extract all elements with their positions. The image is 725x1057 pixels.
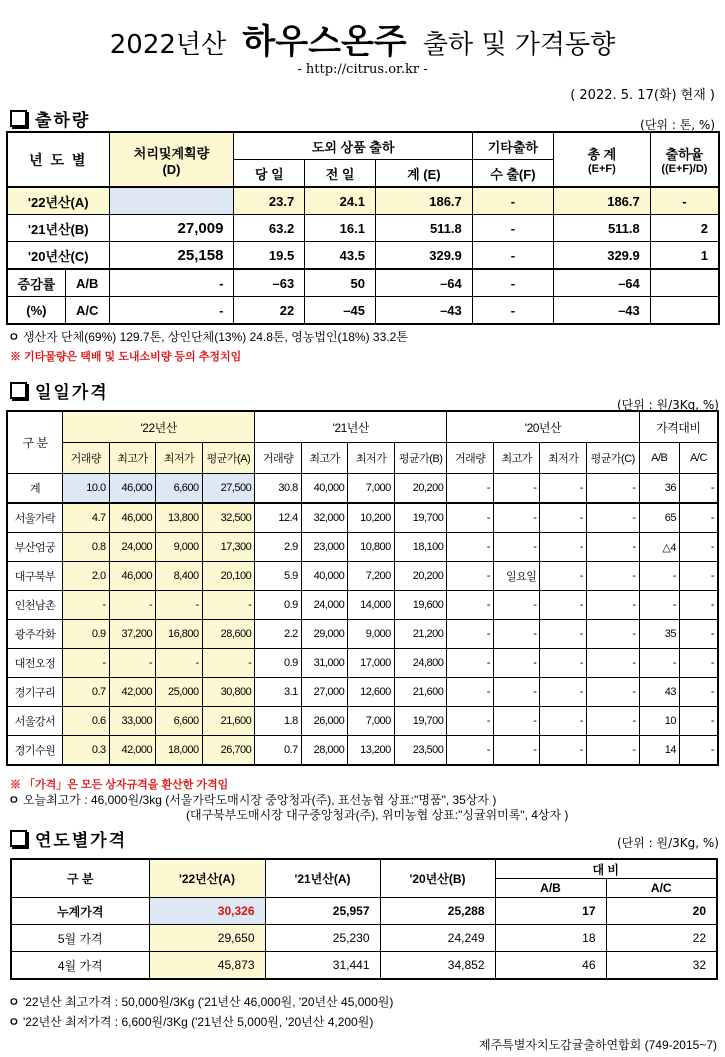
row-label: A/B: [65, 269, 109, 297]
price-cell: 14: [639, 736, 679, 766]
table-row: [7, 591, 718, 620]
price-cell: 40,000: [301, 474, 348, 504]
market-name: 광주각화: [7, 620, 63, 649]
cell-export: -: [472, 187, 553, 215]
cell-total: –43: [375, 297, 472, 325]
price-cell: 22: [606, 925, 717, 952]
cell-total: –64: [375, 269, 472, 297]
market-name: 대구북부: [7, 562, 63, 591]
header-y20: '20년산: [447, 411, 639, 443]
table-row: [7, 736, 718, 766]
title-main: 하우스온주: [242, 22, 407, 62]
table-row: [7, 620, 718, 649]
price-cell: 10: [639, 707, 679, 736]
pct-label: (%): [7, 297, 65, 325]
price-cell: 3.1: [255, 678, 302, 707]
header-category: 구 분: [7, 411, 63, 474]
price-cell: 2.0: [63, 562, 110, 591]
price-cell: -: [447, 707, 494, 736]
price-cell: -: [586, 533, 639, 562]
price-cell: 20,200: [394, 562, 447, 591]
section-label: 일일가격: [35, 383, 109, 403]
cell-rate: -: [650, 187, 719, 215]
header-ab: A/B: [495, 879, 606, 898]
header-avg: 평균가(A): [202, 443, 255, 474]
price-cell: 31,441: [265, 952, 380, 980]
price-cell: 40,000: [301, 562, 348, 591]
price-cell: -: [493, 678, 540, 707]
price-cell: -: [639, 649, 679, 678]
price-cell: -: [493, 503, 540, 533]
price-cell: 24,000: [301, 591, 348, 620]
header-rate: 출하율 ((E+F)/D): [650, 132, 719, 187]
price-cell: 12,600: [348, 678, 395, 707]
table-row: [7, 187, 719, 215]
cell-today: –63: [234, 269, 305, 297]
cell-grand: –43: [553, 297, 650, 325]
cell-rate: 2: [650, 215, 719, 242]
price-cell: -: [447, 591, 494, 620]
header-max: 최고가: [301, 443, 348, 474]
price-cell: -: [586, 707, 639, 736]
cell-total: 511.8: [375, 215, 472, 242]
price-cell: 19,700: [394, 707, 447, 736]
price-cell: -: [639, 562, 679, 591]
price-cell: 0.9: [255, 591, 302, 620]
price-cell: 6,600: [156, 707, 203, 736]
price-cell: 24,800: [394, 649, 447, 678]
price-cell: -: [586, 474, 639, 504]
price-cell: 17,300: [202, 533, 255, 562]
price-cell: -: [447, 533, 494, 562]
price-cell: 10,800: [348, 533, 395, 562]
cell-grand: –64: [553, 269, 650, 297]
price-cell: 28,000: [301, 736, 348, 766]
circle-bullet-icon: ㅇ: [8, 330, 23, 344]
price-cell: 30.8: [255, 474, 302, 504]
price-cell: 19,600: [394, 591, 447, 620]
table-row: [7, 533, 718, 562]
yearly-note-max: ㅇ '22년산 최고가격 : 50,000원/3Kg ('21년산 46,000원, '20년산 45,000원): [8, 995, 394, 1009]
table-row: [7, 242, 719, 270]
price-cell: -: [540, 562, 587, 591]
header-y22: '22년산: [63, 411, 255, 443]
price-cell: -: [679, 736, 718, 766]
market-name: 경기수원: [7, 736, 63, 766]
price-cell: 0.7: [63, 678, 110, 707]
price-cell: -: [447, 503, 494, 533]
price-cell: 19,700: [394, 503, 447, 533]
price-cell: -: [540, 707, 587, 736]
header-avg: 평균가(B): [394, 443, 447, 474]
price-cell: -: [679, 649, 718, 678]
footer-org: 제주특별자치도감귤출하연합회 (749-2015~7): [478, 1038, 717, 1052]
cell-today: 63.2: [234, 215, 305, 242]
price-cell: 0.6: [63, 707, 110, 736]
price-cell: 0.3: [63, 736, 110, 766]
price-cell: -: [63, 649, 110, 678]
section-yearly-title: [10, 826, 127, 851]
header-volume: 거래량: [63, 443, 110, 474]
price-cell: 10,200: [348, 503, 395, 533]
price-cell: 14,000: [348, 591, 395, 620]
price-cell: 31,000: [301, 649, 348, 678]
row-label: A/C: [65, 297, 109, 325]
cell-plan: 27,009: [109, 215, 234, 242]
header-compare: 가격대비: [639, 411, 718, 443]
cell-export: -: [472, 269, 553, 297]
price-cell: -: [540, 620, 587, 649]
price-cell: 1.8: [255, 707, 302, 736]
price-cell: 27,500: [202, 474, 255, 504]
price-cell: -: [447, 474, 494, 504]
price-cell: -: [679, 562, 718, 591]
price-cell: 21,200: [394, 620, 447, 649]
cell-today: 19.5: [234, 242, 305, 270]
price-cell: 46: [495, 952, 606, 980]
header-export: 수 출(F): [472, 160, 553, 188]
row-label: '20년산(C): [7, 242, 109, 270]
header-grand: 총 계 (E+F): [553, 132, 650, 187]
header-ac: A/C: [679, 443, 718, 474]
price-cell: -: [679, 503, 718, 533]
cell-plan: -: [109, 269, 234, 297]
price-cell: -: [586, 678, 639, 707]
price-cell: -: [679, 678, 718, 707]
title-suffix: 출하 및 가격동향: [422, 30, 616, 60]
price-cell: -: [679, 474, 718, 504]
table-row: [7, 269, 719, 297]
price-cell: 34,852: [380, 952, 495, 980]
price-cell: -: [493, 649, 540, 678]
price-cell: 0.9: [63, 620, 110, 649]
price-cell: 0.9: [255, 649, 302, 678]
price-cell: -: [679, 620, 718, 649]
price-cell: -: [540, 678, 587, 707]
price-cell: -: [447, 649, 494, 678]
table-row: [7, 215, 719, 242]
title-prefix: 2022년산: [109, 30, 227, 60]
price-cell: -: [540, 503, 587, 533]
price-cell: -: [679, 591, 718, 620]
price-cell: -: [679, 707, 718, 736]
price-cell: 25,000: [156, 678, 203, 707]
section-daily-title: [10, 378, 109, 403]
table-row: [7, 649, 718, 678]
checkbox-square-icon: [10, 382, 27, 399]
cell-prev: 16.1: [305, 215, 376, 242]
price-cell: 5.9: [255, 562, 302, 591]
circle-bullet-icon: ㅇ: [8, 793, 23, 807]
header-prev: 전 일: [305, 160, 376, 188]
price-cell: 24,000: [109, 533, 156, 562]
report-date: ( 2022. 5. 17(화) 현재 ): [570, 88, 715, 103]
price-cell: -: [63, 591, 110, 620]
row-label: 5월 가격: [11, 925, 149, 952]
price-cell: 9,000: [348, 620, 395, 649]
cell-plan: 25,158: [109, 242, 234, 270]
price-cell: 43: [639, 678, 679, 707]
daily-price-table: [6, 410, 719, 766]
header-domestic: 도외 상품 출하: [234, 132, 472, 160]
cell-rate: [650, 297, 719, 325]
shipment-unit: (단위 : 톤, %): [640, 118, 715, 132]
price-cell: -: [586, 503, 639, 533]
table-row: [7, 297, 719, 325]
price-cell: -: [540, 649, 587, 678]
price-cell: 20: [606, 898, 717, 925]
checkbox-square-icon: [10, 110, 27, 127]
shipment-table: [6, 131, 720, 325]
section-label: 출하량: [35, 111, 91, 131]
price-cell: -: [447, 620, 494, 649]
price-cell: 20,200: [394, 474, 447, 504]
price-cell: 16,800: [156, 620, 203, 649]
price-cell: 8,400: [156, 562, 203, 591]
price-cell: 29,650: [149, 925, 265, 952]
price-cell: 6,600: [156, 474, 203, 504]
header-y22: '22년산(A): [149, 859, 265, 898]
cell-prev: –45: [305, 297, 376, 325]
header-max: 최고가: [493, 443, 540, 474]
section-label: 연도별가격: [35, 831, 128, 851]
header-min: 최저가: [156, 443, 203, 474]
price-cell: -: [540, 591, 587, 620]
price-cell: 0.7: [255, 736, 302, 766]
price-cell: -: [202, 591, 255, 620]
price-cell: 13,800: [156, 503, 203, 533]
price-cell: 32,000: [301, 503, 348, 533]
price-cell: -: [156, 649, 203, 678]
price-cell: 18,000: [156, 736, 203, 766]
total-row: [7, 474, 718, 504]
price-cell: 42,000: [109, 678, 156, 707]
price-cell: -: [493, 620, 540, 649]
site-url: - http://citrus.or.kr -: [297, 62, 428, 77]
price-cell: 33,000: [109, 707, 156, 736]
daily-unit: (단위 : 원/3Kg, %): [616, 398, 719, 412]
header-min: 최저가: [348, 443, 395, 474]
price-cell: -: [540, 533, 587, 562]
price-cell: 23,000: [301, 533, 348, 562]
price-cell: 13,200: [348, 736, 395, 766]
row-label: 누계가격: [11, 898, 149, 925]
cell-rate: [650, 269, 719, 297]
price-cell: 18,100: [394, 533, 447, 562]
price-cell: 42,000: [109, 736, 156, 766]
price-cell: 27,000: [301, 678, 348, 707]
price-cell: △4: [639, 533, 679, 562]
price-cell: -: [586, 620, 639, 649]
market-name: 경기구리: [7, 678, 63, 707]
cell-today: 22: [234, 297, 305, 325]
header-y21: '21년산: [255, 411, 447, 443]
price-cell: 32,500: [202, 503, 255, 533]
table-row: [7, 707, 718, 736]
market-name: 서울강서: [7, 707, 63, 736]
change-label: 증감률: [7, 269, 65, 297]
cell-grand: 186.7: [553, 187, 650, 215]
price-cell: 30,800: [202, 678, 255, 707]
cell-total: 329.9: [375, 242, 472, 270]
shipment-note: ㅇ 생산자 단체(69%) 129.7톤, 상인단체(13%) 24.8톤, 영농법인(18%) 33.2톤: [8, 330, 408, 344]
header-max: 최고가: [109, 443, 156, 474]
price-cell: 45,873: [149, 952, 265, 980]
cell-grand: 329.9: [553, 242, 650, 270]
daily-note-max2: (대구북부도매시장 대구중앙청과(주), 위미농협 상표:"싱귤위미록", 4상자 ): [186, 808, 569, 822]
price-cell: 25,957: [265, 898, 380, 925]
price-cell: -: [493, 474, 540, 504]
price-cell: -: [493, 736, 540, 766]
price-cell: 2.2: [255, 620, 302, 649]
price-cell: -: [493, 533, 540, 562]
market-name: 인천남촌: [7, 591, 63, 620]
header-category: 구 분: [11, 859, 149, 898]
price-cell: 35: [639, 620, 679, 649]
cell-prev: 50: [305, 269, 376, 297]
row-label: '21년산(B): [7, 215, 109, 242]
table-row: [11, 925, 717, 952]
market-name: 계: [7, 474, 63, 504]
row-label: 4월 가격: [11, 952, 149, 980]
price-cell: -: [109, 649, 156, 678]
header-min: 최저가: [540, 443, 587, 474]
header-today: 당 일: [234, 160, 305, 188]
header-volume: 거래량: [447, 443, 494, 474]
price-cell: 46,000: [109, 503, 156, 533]
price-cell: 7,200: [348, 562, 395, 591]
price-cell: 4.7: [63, 503, 110, 533]
price-cell: -: [447, 678, 494, 707]
price-cell: 7,000: [348, 474, 395, 504]
price-cell: 32: [606, 952, 717, 980]
table-row: [7, 678, 718, 707]
price-cell: 65: [639, 503, 679, 533]
price-cell: 20,100: [202, 562, 255, 591]
price-cell: 23,500: [394, 736, 447, 766]
price-cell: 28,600: [202, 620, 255, 649]
shipment-note-red: ※ 기타물량은 택배 및 도내소비량 등의 추정치임: [10, 351, 242, 363]
price-cell: -: [493, 707, 540, 736]
price-cell: 26,700: [202, 736, 255, 766]
price-cell: 36: [639, 474, 679, 504]
price-cell: 25,230: [265, 925, 380, 952]
table-row: [11, 952, 717, 980]
header-y21: '21년산(A): [265, 859, 380, 898]
cell-prev: 24.1: [305, 187, 376, 215]
price-cell: 21,600: [202, 707, 255, 736]
cell-plan: -: [109, 297, 234, 325]
header-other: 기타출하: [472, 132, 553, 160]
price-cell: -: [679, 533, 718, 562]
price-cell: 7,000: [348, 707, 395, 736]
price-cell: -: [540, 736, 587, 766]
price-cell: -: [109, 591, 156, 620]
cell-export: -: [472, 215, 553, 242]
price-cell: 24,249: [380, 925, 495, 952]
price-cell: 37,200: [109, 620, 156, 649]
price-cell: -: [586, 736, 639, 766]
header-y20: '20년산(B): [380, 859, 495, 898]
cell-today: 23.7: [234, 187, 305, 215]
cell-total: 186.7: [375, 187, 472, 215]
price-cell: 일요일: [493, 562, 540, 591]
table-row: [11, 898, 717, 925]
cell-export: -: [472, 297, 553, 325]
header-volume: 거래량: [255, 443, 302, 474]
price-cell: 9,000: [156, 533, 203, 562]
cell-rate: 1: [650, 242, 719, 270]
price-cell: -: [586, 649, 639, 678]
cell-prev: 43.5: [305, 242, 376, 270]
page-title: [0, 14, 725, 63]
market-name: 대전오정: [7, 649, 63, 678]
section-shipment-title: [10, 106, 90, 131]
header-year: 년 도 별: [7, 132, 109, 187]
daily-note-red: ※ 「가격」은 모든 상자규격을 환산한 가격임: [10, 779, 229, 791]
checkbox-square-icon: [10, 830, 27, 847]
row-label: '22년산(A): [7, 187, 109, 215]
price-cell: 21,600: [394, 678, 447, 707]
price-cell: 17,000: [348, 649, 395, 678]
header-compare: 대 비: [495, 859, 717, 879]
market-name: 서울가락: [7, 503, 63, 533]
price-cell: 29,000: [301, 620, 348, 649]
price-cell: 18: [495, 925, 606, 952]
yearly-note-min: ㅇ '22년산 최저가격 : 6,600원/3Kg ('21년산 5,000원, '20년산 4,200원): [8, 1015, 374, 1029]
price-cell: -: [586, 562, 639, 591]
price-cell: -: [447, 736, 494, 766]
price-cell: 17: [495, 898, 606, 925]
price-cell: 2.9: [255, 533, 302, 562]
daily-note-max: ㅇ 오늘최고가 : 46,000원/3kg (서울가락도매시장 중앙청과(주), 표선농협 상표:"명품", 35상자 ): [8, 793, 497, 807]
header-ab: A/B: [639, 443, 679, 474]
price-cell: -: [202, 649, 255, 678]
header-avg: 평균가(C): [586, 443, 639, 474]
price-cell: 46,000: [109, 562, 156, 591]
table-row: [7, 562, 718, 591]
circle-bullet-icon: ㅇ: [8, 995, 23, 1009]
table-row: [7, 503, 718, 533]
circle-bullet-icon: ㅇ: [8, 1015, 23, 1029]
cell-plan: [109, 187, 234, 215]
price-cell: -: [639, 591, 679, 620]
price-cell: -: [586, 591, 639, 620]
header-total: 계 (E): [375, 160, 472, 188]
price-cell: 10.0: [63, 474, 110, 504]
header-ac: A/C: [606, 879, 717, 898]
price-cell: 0.8: [63, 533, 110, 562]
yearly-price-table: [10, 858, 718, 980]
cell-grand: 511.8: [553, 215, 650, 242]
price-cell: 26,000: [301, 707, 348, 736]
cell-export: -: [472, 242, 553, 270]
price-cell: 46,000: [109, 474, 156, 504]
price-cell: 12.4: [255, 503, 302, 533]
price-cell: 30,326: [149, 898, 265, 925]
yearly-unit: (단위 : 원/3Kg, %): [616, 836, 719, 850]
price-cell: -: [447, 562, 494, 591]
header-plan: 처리및계획량 (D): [109, 132, 234, 187]
price-cell: -: [493, 591, 540, 620]
price-cell: 25,288: [380, 898, 495, 925]
market-name: 부산엄궁: [7, 533, 63, 562]
price-cell: -: [540, 474, 587, 504]
price-cell: -: [156, 591, 203, 620]
